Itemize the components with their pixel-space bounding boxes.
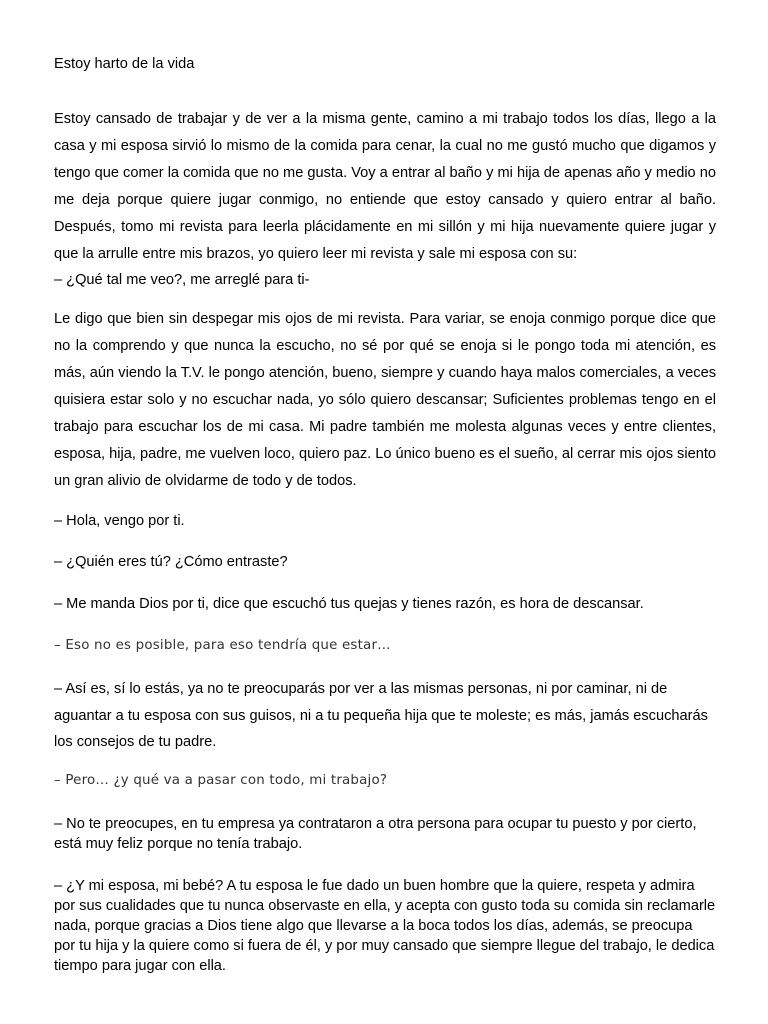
paragraph-1 (54, 106, 716, 294)
paragraph-2: Le digo que bien sin despegar mis ojos de mi revista. Para variar, se enoja conmigo porque dice que no la comprendo y que nunca la escucho, no sé por qué se enoja si le pongo toda mi atención, es más, aún viendo la T.V. le pongo atención, bueno, siempre y cuando haya malos comerciales, a veces quisiera estar solo y no escuchar nada, yo sólo quiero descansar; Suficientes problemas tengo en el trabajo para escuchar los de mi casa. Mi padre también me molesta algunas veces y entre clientes, esposa, hija, padre, me vuelven loco, quiero paz. Lo único bueno es el sueño, al cerrar mis ojos siento un gran alivio de olvidarme de todo y de todos. (54, 311, 716, 489)
dialogue-line-2: – ¿Quién eres tú? ¿Cómo entraste? (54, 554, 288, 570)
dialogue-line-1: – Hola, vengo por ti. (54, 513, 185, 529)
paragraph-1-text: Estoy cansado de trabajar y de ver a la misma gente, camino a mi trabajo todos los días, llego a la casa y mi esposa sirvió lo mismo de la comida para cenar, la cual no me gustó mucho que digamos y tengo que comer la comida que no me gusta. Voy a entrar al baño y mi hija de apenas año y medio no me deja porque quiere jugar conmigo, no entiende que estoy cansado y quiero entrar al baño. Después, tomo mi revista para leerla plácidamente en mi sillón y mi hija nuevamente quiere jugar y que la arrulle entre mis brazos, yo quiero leer mi revista y sale mi esposa con su: (54, 111, 716, 262)
dialogue-line-7: – No te preocupes, en tu empresa ya contrataron a otra persona para ocupar tu puesto y por cierto, está muy feliz porque no tenía trabajo. (54, 816, 697, 852)
dialogue-line-5: – Así es, sí lo estás, ya no te preocuparás por ver a las mismas personas, ni por caminar, ni de aguantar a tu esposa con sus guisos, ni a tu pequeña hija que te moleste; es más, jamás escucharás los consejos de tu padre. (54, 681, 708, 750)
dialogue-line-3: – Me manda Dios por ti, dice que escuchó tus quejas y tienes razón, es hora de descansar. (54, 596, 644, 612)
document-title: Estoy harto de la vida (54, 56, 195, 72)
dialogue-line-4: – Eso no es posible, para eso tendría que estar… (54, 638, 391, 653)
dialogue-line-8: – ¿Y mi esposa, mi bebé? A tu esposa le fue dado un buen hombre que la quiere, respeta y admira por sus cualidades que tu nunca observaste en ella, y acepta con gusto toda su comida sin reclamarle nada, porque gracias a Dios tiene algo que llevarse a la boca todos los días, además, se preocupa por tu hija y la quiere como si fuera de él, y por muy cansado que siempre llegue del trabajo, le dedica tiempo para jugar con ella. (54, 878, 716, 974)
paragraph-1-quote: – ¿Qué tal me veo?, me arreglé para ti- (54, 272, 310, 289)
dialogue-line-6: – Pero… ¿y qué va a pasar con todo, mi trabajo? (54, 773, 388, 788)
